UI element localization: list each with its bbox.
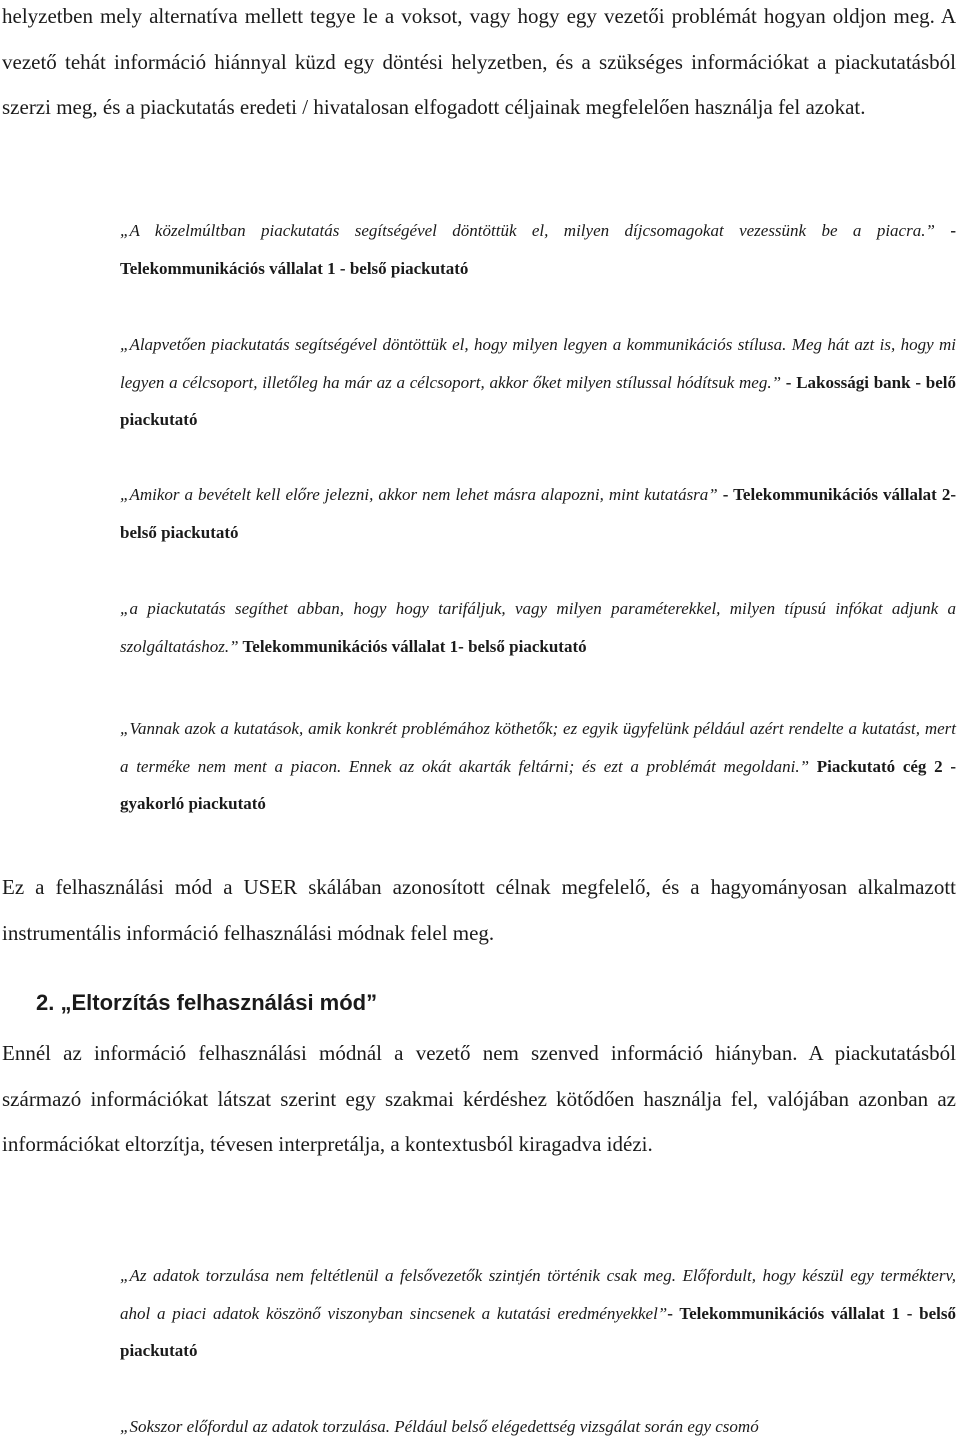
quote-5 — [120, 710, 956, 823]
quote-1-source: - Telekommunikációs vállalat 1 - belső piackutató — [120, 221, 956, 278]
quote-3-text: „Amikor a bevételt kell előre jelezni, akkor nem lehet másra alapozni, mint kutatásra” — [120, 485, 718, 504]
quote-2-source: - Lakossági bank - belő piackutató — [120, 372, 956, 429]
quote-5-source: Piackutató cég 2 - gyakorló piackutató — [120, 756, 956, 813]
quote-1-text: „A közelmúltban piackutatás segítségével döntöttük el, milyen díjcsomagokat vezessünk be a piacra.” — [120, 221, 935, 240]
quote-3 — [120, 476, 956, 551]
quote-7 — [120, 1408, 956, 1446]
quote-1 — [120, 212, 956, 287]
quote-2 — [120, 326, 956, 439]
quote-5-text: „Vannak azok a kutatások, amik konkrét problémához köthetők; ez egyik ügyfelünk például azért rendelte a kutatást, mert a terméke nem ment a piacon. Ennek az okát akarták feltárni; és ezt a problémát megoldani.” — [120, 719, 956, 776]
quote-7-text: „Sokszor előfordul az adatok torzulása. Például belső elégedettség vizsgálat során egy csomó — [120, 1417, 759, 1436]
section-title: „Eltorzítás felhasználási mód” — [60, 990, 378, 1015]
quote-2-text: „Alapvetően piackutatás segítségével döntöttük el, hogy milyen legyen a kommunikációs stílusa. Meg hát azt is, hogy mi legyen a célcsoport, illetőleg ha már az a célcsoport, akkor őket milyen stílussal hódítsuk meg.” — [120, 335, 956, 392]
user-scale-paragraph: Ez a felhasználási mód a USER skálában azonosított célnak megfelelő, és a hagyományosan alkalmazott instrumentális információ felhasználási módnak felel meg. — [2, 875, 956, 945]
distortion-paragraph: Ennél az információ felhasználási módnál a vezető nem szenved információ hiányban. A piackutatásból származó információkat látszat szerint egy szakmai kérdéshez kötődően használja fel, valójában azonban az információkat eltorzítja, tévesen interpretálja, a kontextusból kiragadva idézi. — [2, 1041, 956, 1156]
quote-3-source: - Telekommunikációs vállalat 2- belső piackutató — [120, 485, 957, 542]
section-number: 2. — [36, 990, 55, 1015]
quote-6-source: - Telekommunikációs vállalat 1 - belső piackutató — [120, 1303, 957, 1360]
quote-6-text: „Az adatok torzulása nem feltétlenül a felsővezetők szintjén történik csak meg. Előfordult, hogy készül egy termékterv, ahol a piaci adatok köszönő viszonyban sincsenek a kutatási eredményekkel” — [120, 1266, 956, 1323]
quote-4-text: „a piackutatás segíthet abban, hogy hogy tarifáljuk, vagy milyen paraméterekkel, milyen típusú infókat adjunk a szolgáltatáshoz.” — [120, 599, 956, 656]
quote-6 — [120, 1257, 956, 1370]
quote-4 — [120, 590, 956, 665]
intro-paragraph: helyzetben mely alternatíva mellett tegye le a voksot, vagy hogy egy vezetői problémát hogyan oldjon meg. A vezető tehát információ hiánnyal küzd egy döntési helyzetben, és a szükséges információkat a piackutatásból szerzi meg, és a piackutatás eredeti / hivatalosan elfogadott céljainak megfelelően használja fel azokat. — [2, 4, 956, 119]
section-heading — [36, 985, 377, 1021]
quote-4-source: Telekommunikációs vállalat 1- belső piackutató — [238, 636, 587, 656]
